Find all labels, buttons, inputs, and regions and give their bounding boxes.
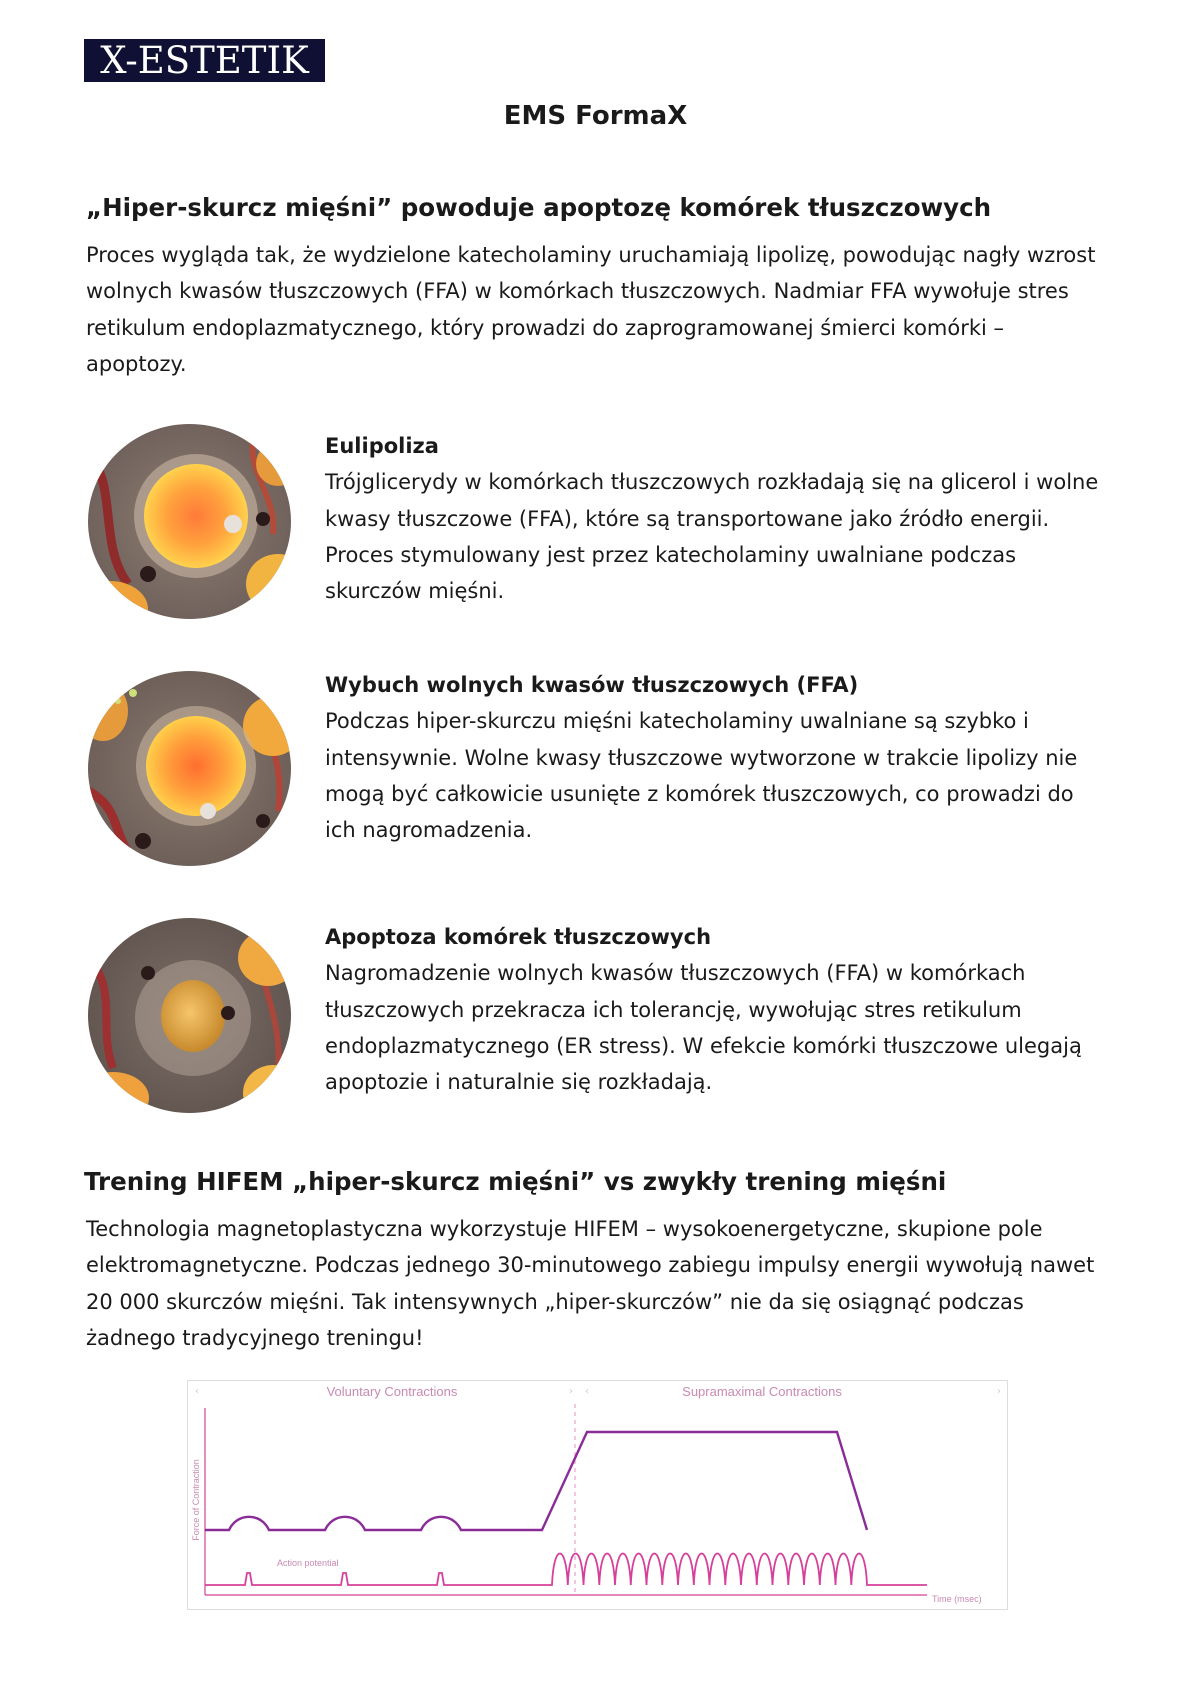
y-axis-label: Force of Contraction [191, 1459, 201, 1541]
item-line: kwasy tłuszczowe (FFA), które są transportowane jako źródło energii. [325, 506, 1050, 531]
item-line: Trójglicerydy w komórkach tłuszczowych rozkładają się na glicerol i wolne [325, 470, 1099, 495]
chart-frame [188, 1381, 1008, 1610]
item-line: Proces stymulowany jest przez katecholaminy uwalniane podczas [325, 542, 1017, 567]
item-title: Apoptoza komórek tłuszczowych [325, 925, 712, 949]
section2-line: Technologia magnetoplastyczna wykorzystuje HIFEM – wysokoenergetyczne, skupione pole [86, 1217, 1043, 1241]
item-line: apoptozie i naturalnie się rozkładają. [325, 1070, 713, 1095]
right-arrow: › [997, 1386, 1001, 1397]
item-lipolysis [325, 428, 1145, 609]
section1-line: wolnych kwasów tłuszczowych (FFA) w komórkach tłuszczowych. Nadmiar FFA wywołuje stres [86, 279, 1069, 304]
section2-line: 20 000 skurczów mięśni. Tak intensywnych „hiper-skurczów” nie da się osiągnąć podczas [86, 1289, 1024, 1314]
mid-arrow-2: ‹ [585, 1386, 589, 1397]
item-apoptosis [325, 919, 1145, 1100]
item-line: ich nagromadzenia. [325, 818, 533, 843]
section2-heading: Trening HIFEM „hiper-skurcz mięśni” vs zwykły trening mięśni [84, 1167, 947, 1196]
item-line: Nagromadzenie wolnych kwasów tłuszczowych (FFA) w komórkach [325, 961, 1026, 986]
item-title: Eulipoliza [325, 434, 439, 458]
section2-paragraph [86, 1211, 1136, 1356]
fat-cell-image-ffa-burst [88, 671, 291, 866]
contraction-chart [187, 1380, 1008, 1610]
section1-line: Proces wygląda tak, że wydzielone katecholaminy uruchamiają lipolizę, powodując nagły wzrost [86, 243, 1096, 267]
section1-paragraph [86, 237, 1126, 382]
fat-cell-image-apoptosis [88, 918, 291, 1113]
region-label-voluntary: Voluntary Contractions [326, 1384, 458, 1399]
mid-arrow: › [569, 1386, 573, 1397]
left-arrow: ‹ [195, 1386, 199, 1397]
item-line: tłuszczowych przekracza ich tolerancję, wywołując stres retikulum [325, 997, 1022, 1022]
region-label-supramaximal: Supramaximal Contractions [682, 1384, 842, 1399]
page-title: EMS FormaX [503, 101, 688, 131]
item-title: Wybuch wolnych kwasów tłuszczowych (FFA) [325, 673, 859, 697]
item-line: endoplazmatycznego (ER stress). W efekcie komórki tłuszczowe ulegają [325, 1033, 1082, 1058]
fat-cell-image-lipolysis [88, 424, 291, 619]
item-ffa-burst [325, 667, 1145, 848]
action-potential-label: Action potential [277, 1558, 339, 1568]
item-line: skurczów mięśni. [325, 579, 505, 604]
section1-heading: „Hiper-skurcz mięśni” powoduje apoptozę komórek tłuszczowych [86, 193, 992, 222]
section1-line: apoptozy. [86, 351, 187, 376]
section2-line: elektromagnetyczne. Podczas jednego 30-minutowego zabiegu impulsy energii wywołują nawet [86, 1253, 1095, 1278]
section2-line: żadnego tradycyjnego treningu! [86, 1325, 424, 1350]
item-line: Podczas hiper-skurczu mięśni katecholaminy uwalniane są szybko i [325, 709, 1029, 734]
section1-line: retikulum endoplazmatycznego, który prowadzi do zaprogramowanej śmierci komórki – [86, 315, 1005, 340]
item-line: mogą być całkowicie usunięte z komórek tłuszczowych, co prowadzi do [325, 781, 1074, 806]
brand-logo: X-ESTETIK [84, 39, 325, 82]
item-line: intensywnie. Wolne kwasy tłuszczowe wytworzone w trakcie lipolizy nie [325, 745, 1078, 770]
x-axis-label: Time (msec) [932, 1594, 982, 1604]
